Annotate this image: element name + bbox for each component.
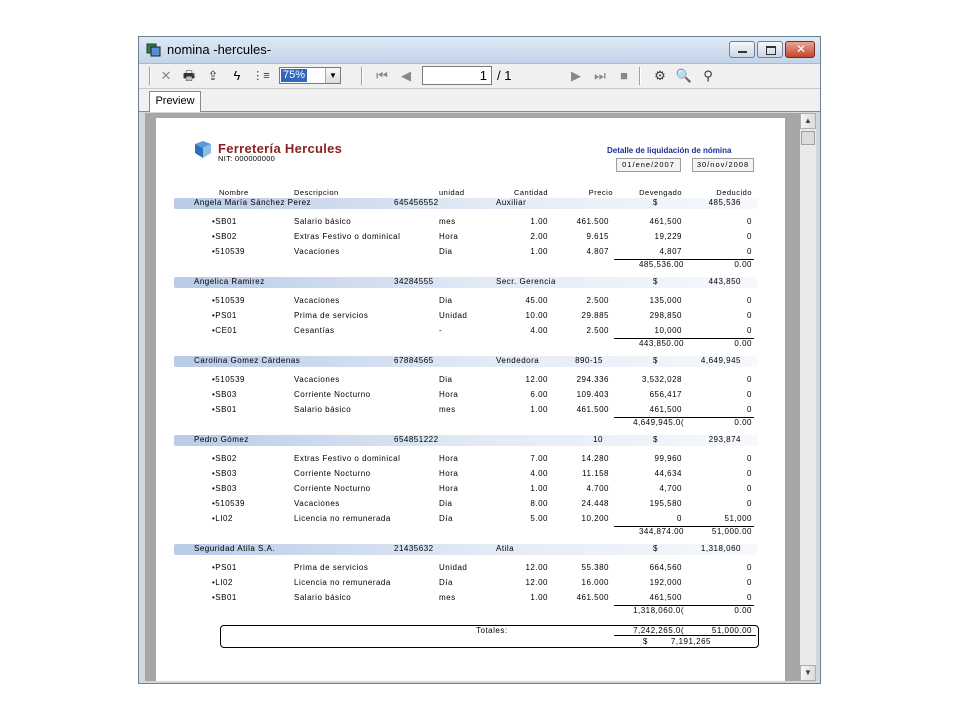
totals-label: Totales: (476, 626, 508, 635)
close-icon: ✕ (796, 42, 807, 56)
concept-price: 294.336 (576, 375, 609, 384)
concept-deducted: 51,000 (724, 514, 752, 523)
concept-quantity: 1.00 (530, 405, 548, 414)
concept-unit: Dia (439, 296, 453, 305)
concept-description: Prima de servicios (294, 563, 369, 572)
subtotal-deducted: 0.00 (734, 339, 752, 348)
connect-icon[interactable]: ⚙ (654, 68, 666, 83)
concept-description: Licencia no remunerada (294, 578, 391, 587)
concept-earned: 135,000 (649, 296, 682, 305)
column-header-cantidad: Cantidad (513, 188, 548, 197)
search-document-icon[interactable]: 🔍 (675, 68, 693, 83)
concept-code: •SB02 (212, 454, 237, 463)
column-header-nombre: Nombre (219, 188, 249, 197)
concept-price: 4.700 (586, 484, 609, 493)
toolbar-separator (149, 67, 151, 85)
zoom-select[interactable] (279, 67, 341, 84)
concept-deducted: 0 (747, 390, 752, 399)
concept-price: 24.448 (581, 499, 609, 508)
employee-name: Carolina Gomez Cárdenas (194, 356, 301, 365)
concept-quantity: 4.00 (530, 326, 548, 335)
employee-net-currency: $ (653, 277, 658, 286)
concept-price: 9.615 (586, 232, 609, 241)
concept-description: Vacaciones (294, 499, 340, 508)
page-number-input[interactable]: 1 (422, 66, 492, 85)
column-header-deducido: Deducido (716, 188, 752, 197)
report-page (156, 118, 785, 681)
employee-name: Seguridad Atila S.A. (194, 544, 276, 553)
employee-position: Atila (496, 544, 515, 553)
report-title: Detalle de liquidación de nómina (607, 146, 732, 155)
concept-earned: 298,850 (649, 311, 682, 320)
concept-quantity: 1.00 (530, 484, 548, 493)
concept-price: 2.500 (586, 296, 609, 305)
concept-code: •510539 (212, 296, 245, 305)
concept-earned: 19,229 (654, 232, 682, 241)
concept-price: 2.500 (586, 326, 609, 335)
vertical-scrollbar[interactable] (800, 113, 816, 681)
employee-id: 654851222 (394, 435, 439, 444)
concept-deducted: 0 (747, 563, 752, 572)
subtotal-earned: 443,850.00 (638, 339, 684, 348)
title-bar[interactable] (139, 37, 820, 64)
concept-code: •SB02 (212, 232, 237, 241)
concept-deducted: 0 (747, 454, 752, 463)
column-header-precio: Precio (588, 188, 613, 197)
next-page-icon[interactable]: ▶ (571, 68, 581, 83)
concept-earned: 4,700 (659, 484, 682, 493)
concept-earned: 664,560 (649, 563, 682, 572)
concept-price: 29.885 (581, 311, 609, 320)
minimize-icon (738, 51, 747, 53)
concept-unit: Día (439, 514, 453, 523)
concept-description: Licencia no remunerada (294, 514, 391, 523)
concept-description: Vacaciones (294, 375, 340, 384)
preview-toolbar (139, 64, 820, 89)
concept-deducted: 0 (747, 296, 752, 305)
concept-quantity: 4.00 (530, 469, 548, 478)
concept-description: Extras Festivo o dominical (294, 454, 401, 463)
concept-quantity: 10.00 (525, 311, 548, 320)
employee-position: Secr. Gerencia (496, 277, 556, 286)
concept-code: •SB03 (212, 390, 237, 399)
concept-earned: 461,500 (649, 405, 682, 414)
concept-deducted: 0 (747, 247, 752, 256)
concept-code: •CE01 (212, 326, 238, 335)
concept-price: 461.500 (576, 217, 609, 226)
report-window (138, 36, 821, 684)
employee-name: Angela María Sánchez Perez (194, 198, 312, 207)
totals-earned: 7,242,265.0( (633, 626, 684, 635)
employee-id: 67884565 (394, 356, 434, 365)
concept-price: 461.500 (576, 405, 609, 414)
scroll-down-icon[interactable]: ▼ (800, 665, 816, 681)
concept-earned: 656,417 (649, 390, 682, 399)
concept-earned: 461,500 (649, 593, 682, 602)
concept-price: 109.403 (576, 390, 609, 399)
employee-net: 4,649,945 (700, 356, 741, 365)
concept-earned: 4,807 (659, 247, 682, 256)
concept-deducted: 0 (747, 499, 752, 508)
first-page-icon[interactable]: ⏮ (376, 68, 388, 83)
maximize-button[interactable] (757, 41, 783, 58)
zoom-value: 75% (283, 69, 306, 81)
concept-quantity: 1.00 (530, 217, 548, 226)
totals-net-currency: $ (643, 637, 648, 646)
concept-code: •LI02 (212, 514, 233, 523)
concept-price: 55.380 (581, 563, 609, 572)
concept-unit: Hora (439, 469, 459, 478)
totals-net: 7,191,265 (670, 637, 711, 646)
concept-deducted: 0 (747, 326, 752, 335)
scroll-up-icon[interactable]: ▲ (800, 113, 816, 129)
employee-position: Vendedora (496, 356, 540, 365)
concept-code: •SB03 (212, 484, 237, 493)
column-header-unidad: unidad (439, 188, 465, 197)
concept-unit: Dia (439, 375, 453, 384)
subtotal-earned: 1,318,060.0( (633, 606, 684, 615)
employee-extra: 890-15 (575, 356, 603, 365)
concept-code: •PS01 (212, 311, 237, 320)
concept-unit: Dia (439, 499, 453, 508)
employee-id: 34284555 (394, 277, 434, 286)
concept-description: Vacaciones (294, 247, 340, 256)
employee-net-currency: $ (653, 198, 658, 207)
concept-earned: 10,000 (654, 326, 682, 335)
concept-quantity: 1.00 (530, 593, 548, 602)
company-logo-icon (192, 140, 214, 160)
concept-unit: Hora (439, 232, 459, 241)
subtotal-earned: 344,874.00 (638, 527, 684, 536)
company-name: Ferretería Hercules (218, 141, 343, 156)
concept-quantity: 2.00 (530, 232, 548, 241)
concept-description: Salario básico (294, 593, 352, 602)
subtotal-earned: 485,536.00 (638, 260, 684, 269)
concept-deducted: 0 (747, 311, 752, 320)
stop-icon[interactable]: ■ (620, 68, 628, 83)
concept-unit: mes (439, 217, 456, 226)
employee-id: 645456552 (394, 198, 439, 207)
concept-earned: 192,000 (649, 578, 682, 587)
employee-net: 485,536 (708, 198, 741, 207)
concept-deducted: 0 (747, 232, 752, 241)
concept-description: Salario básico (294, 405, 352, 414)
concept-code: •PS01 (212, 563, 237, 572)
concept-price: 16.000 (581, 578, 609, 587)
concept-code: •SB01 (212, 593, 237, 602)
concept-quantity: 7.00 (530, 454, 548, 463)
concept-code: •510539 (212, 247, 245, 256)
group-tree-icon[interactable]: ⋮≡ (252, 70, 270, 82)
concept-code: •510539 (212, 499, 245, 508)
concept-unit: - (439, 326, 443, 335)
concept-price: 10.200 (581, 514, 609, 523)
refresh-lightning-icon[interactable]: ϟ (233, 68, 241, 83)
concept-unit: Hora (439, 390, 459, 399)
concept-code: •LI02 (212, 578, 233, 587)
concept-deducted: 0 (747, 405, 752, 414)
concept-unit: mes (439, 593, 456, 602)
previous-page-icon[interactable]: ◀ (401, 68, 411, 83)
concept-code: •SB03 (212, 469, 237, 478)
concept-earned: 0 (677, 514, 682, 523)
scroll-thumb[interactable] (801, 131, 815, 145)
subtotal-deducted: 0.00 (734, 260, 752, 269)
app-icon (146, 42, 161, 57)
concept-deducted: 0 (747, 217, 752, 226)
chevron-down-icon[interactable]: ▼ (325, 68, 340, 83)
concept-quantity: 8.00 (530, 499, 548, 508)
concept-description: Corriente Nocturno (294, 484, 371, 493)
concept-price: 11.158 (582, 469, 609, 478)
window-title: nomina -hercules- (167, 42, 272, 57)
concept-quantity: 12.00 (525, 578, 548, 587)
binoculars-icon[interactable]: ⚲ (703, 68, 713, 83)
concept-quantity: 12.00 (525, 563, 548, 572)
concept-deducted: 0 (747, 593, 752, 602)
close-button[interactable] (785, 41, 815, 58)
concept-description: Extras Festivo o dominical (294, 232, 401, 241)
totals-deducted: 51,000.00 (711, 626, 752, 635)
subtotal-deducted: 0.00 (734, 418, 752, 427)
concept-earned: 44,634 (654, 469, 682, 478)
export-icon[interactable]: ⇪ (207, 68, 219, 83)
column-header-descripcion: Descripcion (294, 188, 339, 197)
tab-preview[interactable]: Preview (149, 91, 201, 112)
subtotal-earned: 4,649,945.0( (633, 418, 684, 427)
employee-position: Auxiliar (496, 198, 527, 207)
concept-earned: 99,960 (654, 454, 682, 463)
employee-name: Pedro Gómez (194, 435, 249, 444)
toolbar-separator (361, 67, 363, 85)
concept-code: •SB01 (212, 217, 237, 226)
concept-description: Cesantías (294, 326, 335, 335)
cancel-icon[interactable]: ✕ (160, 68, 172, 83)
tab-bar (139, 89, 820, 112)
concept-deducted: 0 (747, 469, 752, 478)
page-total: / 1 (497, 68, 512, 83)
concept-code: •510539 (212, 375, 245, 384)
employee-id: 21435632 (394, 544, 434, 553)
employee-extra: 10 (593, 435, 603, 444)
concept-deducted: 0 (747, 578, 752, 587)
employee-net-currency: $ (653, 435, 658, 444)
employee-net: 443,850 (708, 277, 741, 286)
concept-earned: 195,580 (649, 499, 682, 508)
concept-quantity: 6.00 (530, 390, 548, 399)
concept-code: •SB01 (212, 405, 237, 414)
employee-net-currency: $ (653, 544, 658, 553)
subtotal-deducted: 51,000.00 (711, 527, 752, 536)
concept-unit: Dia (439, 247, 453, 256)
company-nit: NIT: 000000000 (218, 154, 276, 163)
column-header-devengado: Devengado (639, 188, 682, 197)
toolbar-separator (639, 67, 641, 85)
concept-earned: 3,532,028 (641, 375, 682, 384)
concept-unit: Unidad (439, 563, 468, 572)
concept-description: Vacaciones (294, 296, 340, 305)
print-icon[interactable]: 🖶 (182, 68, 196, 83)
concept-earned: 461,500 (649, 217, 682, 226)
concept-unit: Hora (439, 454, 459, 463)
concept-price: 461.500 (576, 593, 609, 602)
concept-description: Salario básico (294, 217, 352, 226)
concept-deducted: 0 (747, 375, 752, 384)
concept-description: Prima de servicios (294, 311, 369, 320)
concept-unit: mes (439, 405, 456, 414)
concept-price: 14.280 (581, 454, 609, 463)
concept-unit: Unidad (439, 311, 468, 320)
concept-description: Corriente Nocturno (294, 469, 371, 478)
date-to: 30/nov/2008 (692, 158, 754, 172)
concept-price: 4.807 (586, 247, 609, 256)
concept-quantity: 1.00 (530, 247, 548, 256)
employee-name: Angelica Ramirez (194, 277, 265, 286)
concept-unit: Día (439, 578, 453, 587)
employee-net: 1,318,060 (700, 544, 741, 553)
subtotal-deducted: 0.00 (734, 606, 752, 615)
concept-quantity: 5.00 (530, 514, 548, 523)
maximize-icon (766, 46, 776, 55)
concept-quantity: 45.00 (525, 296, 548, 305)
concept-unit: Hora (439, 484, 459, 493)
employee-net-currency: $ (653, 356, 658, 365)
concept-description: Corriente Nocturno (294, 390, 371, 399)
concept-quantity: 12.00 (525, 375, 548, 384)
report-viewport[interactable] (145, 113, 800, 681)
minimize-button[interactable] (729, 41, 755, 58)
employee-net: 293,874 (708, 435, 741, 444)
date-from: 01/ene/2007 (616, 158, 681, 172)
concept-deducted: 0 (747, 484, 752, 493)
last-page-icon[interactable]: ⏭ (594, 68, 606, 83)
